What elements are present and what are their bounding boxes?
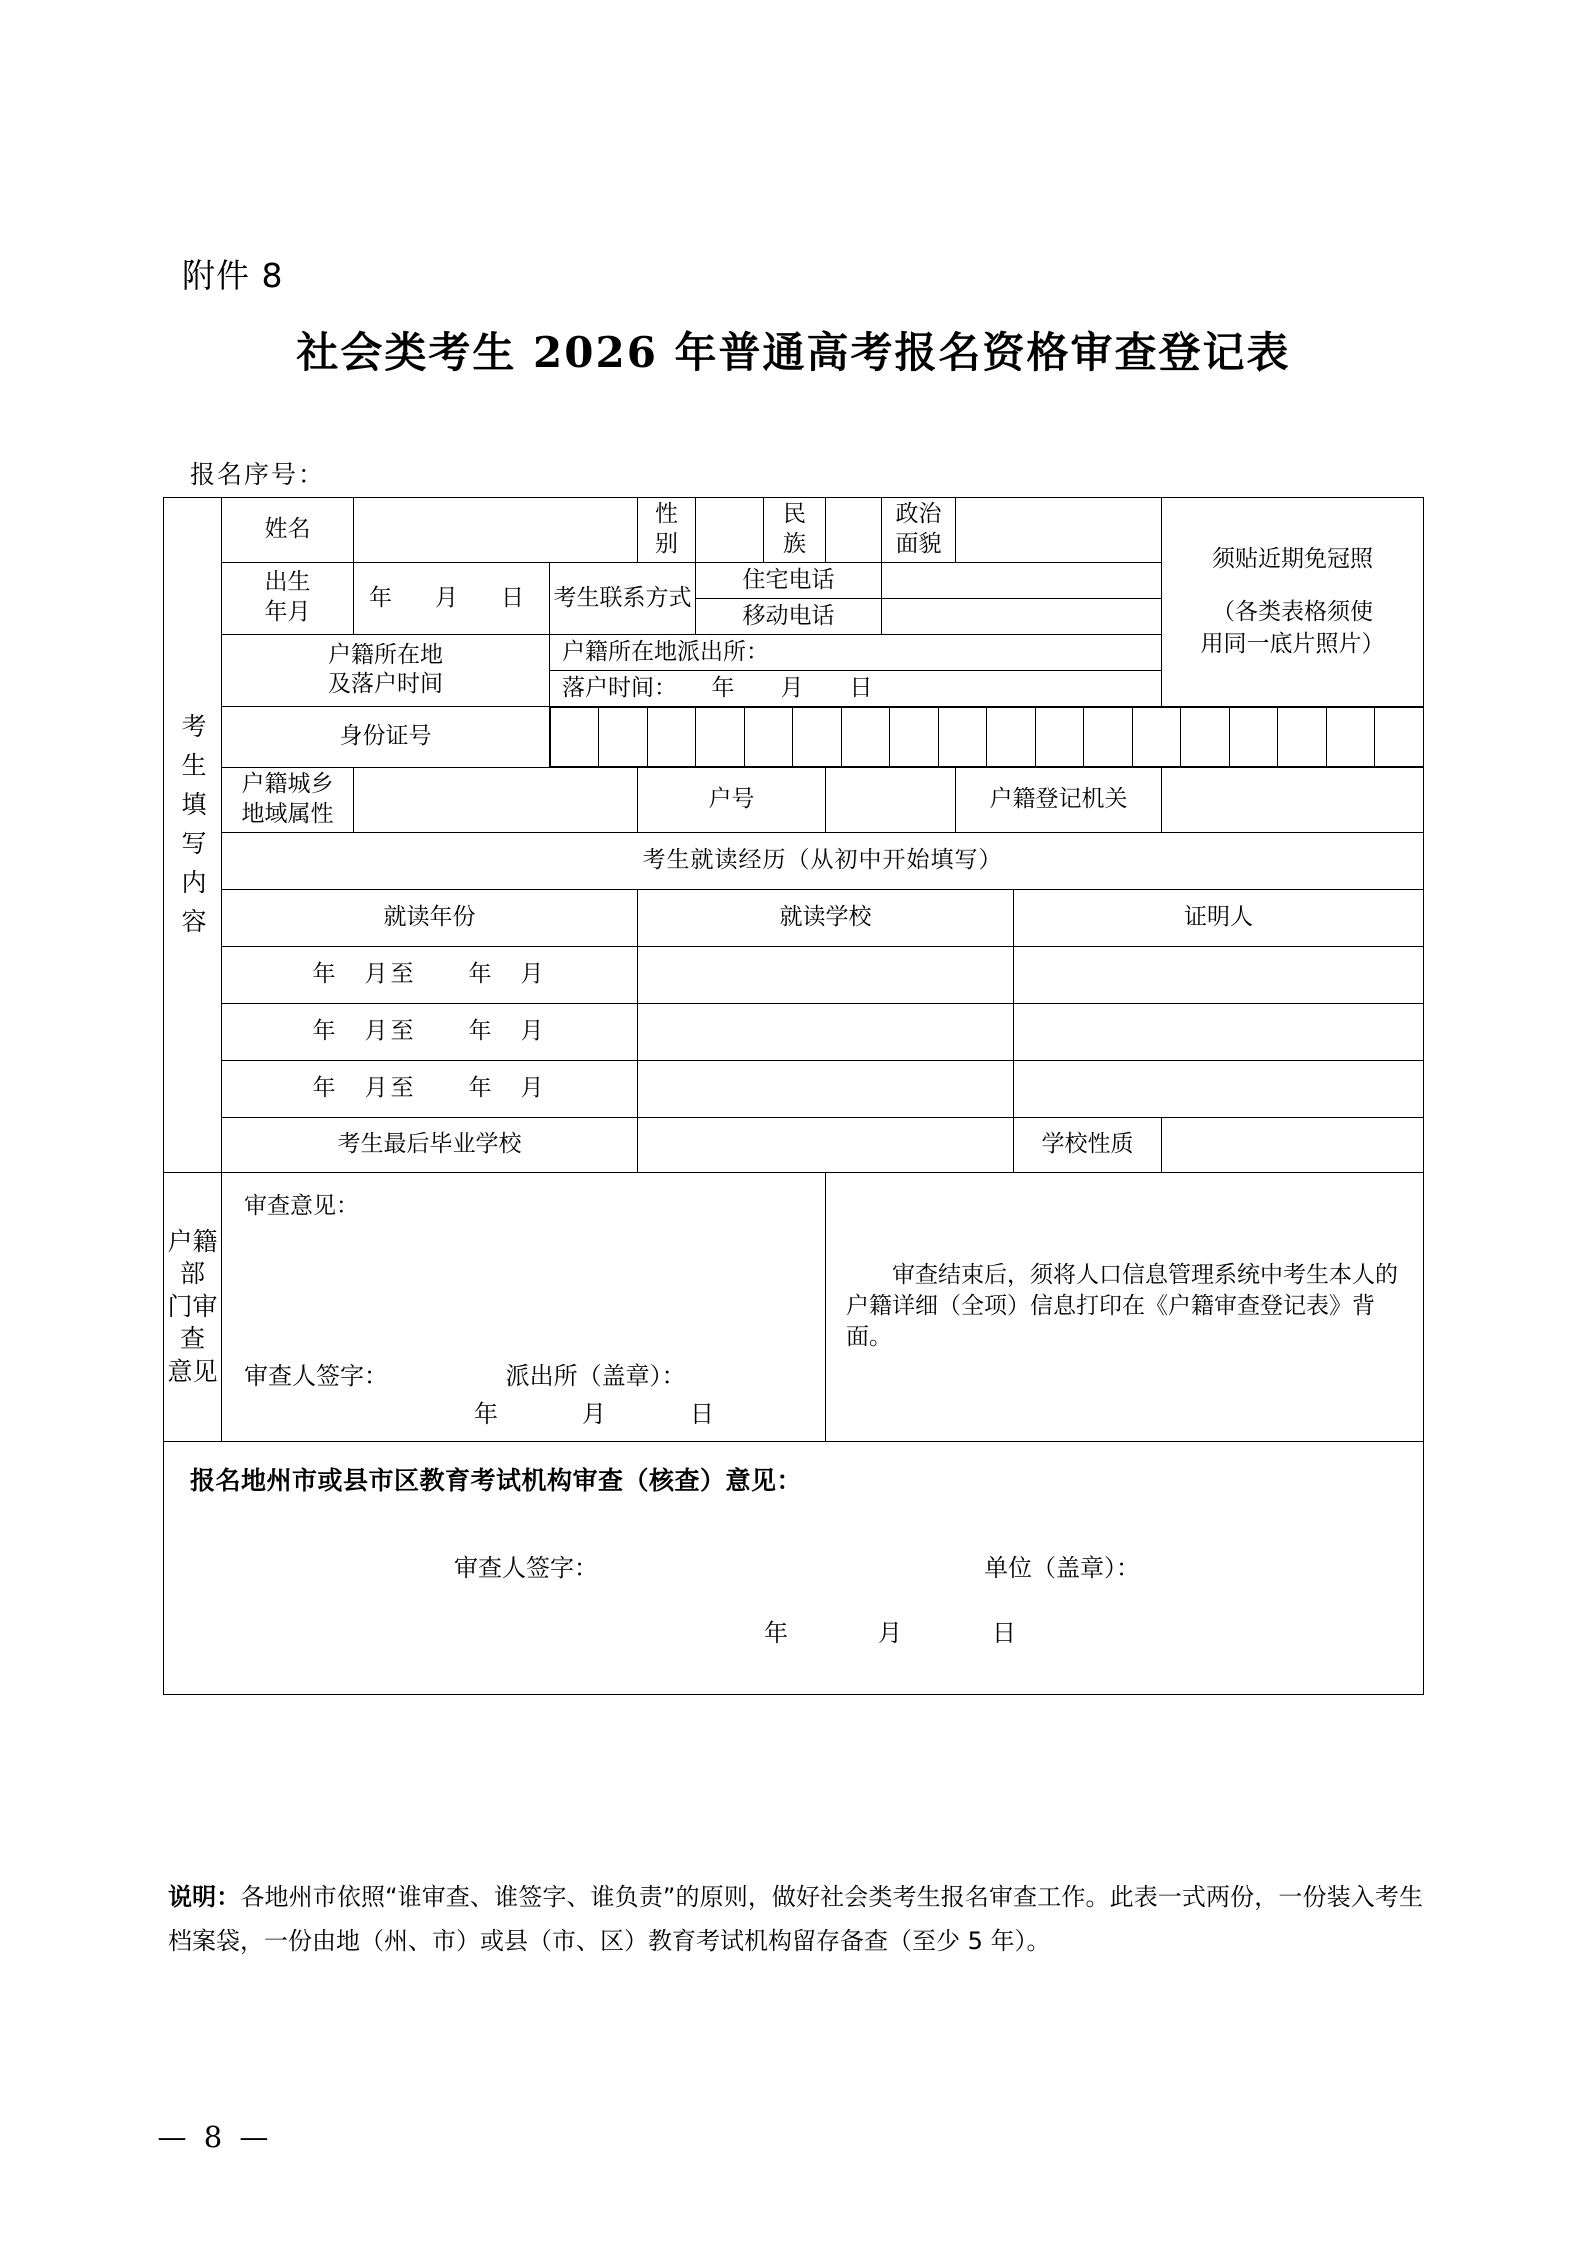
footer-explanation bbox=[168, 1875, 1423, 1964]
hukou-place-label: 户籍所在地 及落户时间 bbox=[222, 634, 550, 706]
id-box[interactable] bbox=[938, 707, 986, 766]
home-phone-label: 住宅电话 bbox=[696, 562, 882, 598]
id-box[interactable] bbox=[890, 707, 938, 766]
candidate-vertical-label bbox=[164, 498, 222, 1173]
id-box[interactable] bbox=[1326, 707, 1374, 766]
ethnicity-label: 民 族 bbox=[764, 498, 826, 563]
mobile-phone-label: 移动电话 bbox=[696, 598, 882, 634]
police-station-seal-label[interactable]: 派出所（盖章）： bbox=[505, 1361, 686, 1390]
footer-explanation-head: 说明： bbox=[168, 1883, 241, 1911]
id-box[interactable] bbox=[744, 707, 792, 766]
table-row-hukou-review bbox=[164, 1172, 1424, 1441]
education-years-2[interactable]: 年 月至 年 月 bbox=[222, 1003, 638, 1060]
name-label: 姓名 bbox=[222, 498, 354, 563]
agency-review-date-label[interactable]: 年 月 日 bbox=[764, 1618, 1030, 1647]
school-nature-label: 学校性质 bbox=[1014, 1117, 1162, 1172]
id-box[interactable] bbox=[793, 707, 841, 766]
gender-label: 性 别 bbox=[638, 498, 696, 563]
hukou-review-opinion-area[interactable] bbox=[222, 1172, 826, 1441]
mobile-phone-value[interactable] bbox=[882, 598, 1162, 634]
hukou-registry-label: 户籍登记机关 bbox=[956, 767, 1162, 832]
id-box[interactable] bbox=[1229, 707, 1277, 766]
id-box[interactable] bbox=[1035, 707, 1083, 766]
agency-review-block[interactable] bbox=[164, 1441, 1424, 1694]
police-station-label[interactable]: 户籍所在地派出所： bbox=[550, 634, 1162, 670]
ethnicity-value[interactable] bbox=[826, 498, 882, 563]
education-section-title: 考生就读经历（从初中开始填写） bbox=[222, 832, 1424, 889]
last-school-label: 考生最后毕业学校 bbox=[222, 1117, 638, 1172]
last-school-value[interactable] bbox=[638, 1117, 1014, 1172]
page-number: — 8 — bbox=[157, 2120, 273, 2154]
attachment-label: 附件 8 bbox=[182, 256, 284, 295]
candidate-vertical-label-text: 考生填写内容 bbox=[178, 713, 207, 948]
id-box[interactable] bbox=[599, 707, 647, 766]
id-box[interactable] bbox=[551, 707, 599, 766]
gender-value[interactable] bbox=[696, 498, 764, 563]
registration-serial-label: 报名序号： bbox=[190, 460, 326, 489]
id-number-label: 身份证号 bbox=[222, 706, 550, 767]
household-number-label: 户号 bbox=[638, 767, 826, 832]
photo-box[interactable] bbox=[1162, 498, 1424, 707]
id-box[interactable] bbox=[1181, 707, 1229, 766]
education-years-3[interactable]: 年 月至 年 月 bbox=[222, 1060, 638, 1117]
education-col-witness: 证明人 bbox=[1014, 889, 1424, 946]
photo-line-2: （各类表格须使 bbox=[1212, 599, 1374, 626]
agency-review-title: 报名地州市或县市区教育考试机构审查（核查）意见： bbox=[190, 1465, 803, 1495]
table-row bbox=[164, 946, 1424, 1003]
id-box[interactable] bbox=[1132, 707, 1180, 766]
agency-reviewer-sign-label[interactable]: 审查人签字： bbox=[454, 1553, 598, 1582]
photo-line-3: 用同一底片照片） bbox=[1200, 630, 1385, 657]
id-number-boxes[interactable] bbox=[550, 706, 1424, 767]
education-witness-3[interactable] bbox=[1014, 1060, 1424, 1117]
hukou-review-signature-row bbox=[244, 1360, 799, 1431]
table-row-agency-review bbox=[164, 1441, 1424, 1694]
home-phone-value[interactable] bbox=[882, 562, 1162, 598]
birth-label: 出生 年月 bbox=[222, 562, 354, 634]
education-col-years: 就读年份 bbox=[222, 889, 638, 946]
hukou-review-date-label[interactable]: 年 月 日 bbox=[474, 1400, 726, 1429]
education-years-1[interactable]: 年 月至 年 月 bbox=[222, 946, 638, 1003]
education-school-2[interactable] bbox=[638, 1003, 1014, 1060]
hukou-registry-value[interactable] bbox=[1162, 767, 1424, 832]
hukou-reviewer-sign-label[interactable]: 审查人签字： bbox=[244, 1361, 388, 1390]
hukou-review-vertical-label: 户籍部 门审查 意见 bbox=[164, 1172, 222, 1441]
table-row-education-title bbox=[164, 832, 1424, 889]
agency-unit-seal-label[interactable]: 单位（盖章）： bbox=[984, 1553, 1140, 1582]
education-witness-1[interactable] bbox=[1014, 946, 1424, 1003]
id-box[interactable] bbox=[1278, 707, 1326, 766]
table-row-hukou-attributes bbox=[164, 767, 1424, 832]
table-row-last-school bbox=[164, 1117, 1424, 1172]
table-row-identity bbox=[164, 498, 1424, 563]
table-row-id-number bbox=[164, 706, 1424, 767]
education-witness-2[interactable] bbox=[1014, 1003, 1424, 1060]
education-school-1[interactable] bbox=[638, 946, 1014, 1003]
hukou-urban-rural-label: 户籍城乡 地域属性 bbox=[222, 767, 354, 832]
photo-line-1: 须贴近期免冠照 bbox=[1212, 546, 1374, 573]
household-number-value[interactable] bbox=[826, 767, 956, 832]
birth-value[interactable]: 年 月 日 bbox=[354, 562, 550, 634]
table-row bbox=[164, 1003, 1424, 1060]
education-col-school: 就读学校 bbox=[638, 889, 1014, 946]
education-school-3[interactable] bbox=[638, 1060, 1014, 1117]
id-box[interactable] bbox=[647, 707, 695, 766]
id-box[interactable] bbox=[841, 707, 889, 766]
page-title: 社会类考生 2026 年普通高考报名资格审查登记表 bbox=[296, 328, 1291, 377]
settle-time-label[interactable]: 落户时间： 年 月 日 bbox=[550, 670, 1162, 706]
hukou-review-opinion-label: 审查意见： bbox=[244, 1192, 359, 1219]
id-box[interactable] bbox=[987, 707, 1035, 766]
registration-form-table bbox=[163, 497, 1424, 1695]
political-status-label: 政治 面貌 bbox=[882, 498, 956, 563]
hukou-review-note-text: 审查结束后，须将人口信息管理系统中考生本人的户籍详细（全项）信息打印在《户籍审查登记表》背面。 bbox=[846, 1262, 1398, 1351]
footer-explanation-body: 各地州市依照“谁审查、谁签字、谁负责”的原则，做好社会类考生报名审查工作。此表一式两份，一份装入考生档案袋，一份由地（州、市）或县（市、区）教育考试机构留存备查（至少 5 年）。 bbox=[168, 1883, 1423, 1956]
id-box[interactable] bbox=[696, 707, 744, 766]
school-nature-value[interactable] bbox=[1162, 1117, 1424, 1172]
id-box[interactable] bbox=[1084, 707, 1132, 766]
id-box[interactable] bbox=[1374, 707, 1423, 766]
hukou-review-note bbox=[826, 1172, 1424, 1441]
contact-label: 考生联系方式 bbox=[550, 562, 696, 634]
table-row-education-headers bbox=[164, 889, 1424, 946]
table-row bbox=[164, 1060, 1424, 1117]
hukou-urban-rural-value[interactable] bbox=[354, 767, 638, 832]
political-status-value[interactable] bbox=[956, 498, 1162, 563]
name-value[interactable] bbox=[354, 498, 638, 563]
